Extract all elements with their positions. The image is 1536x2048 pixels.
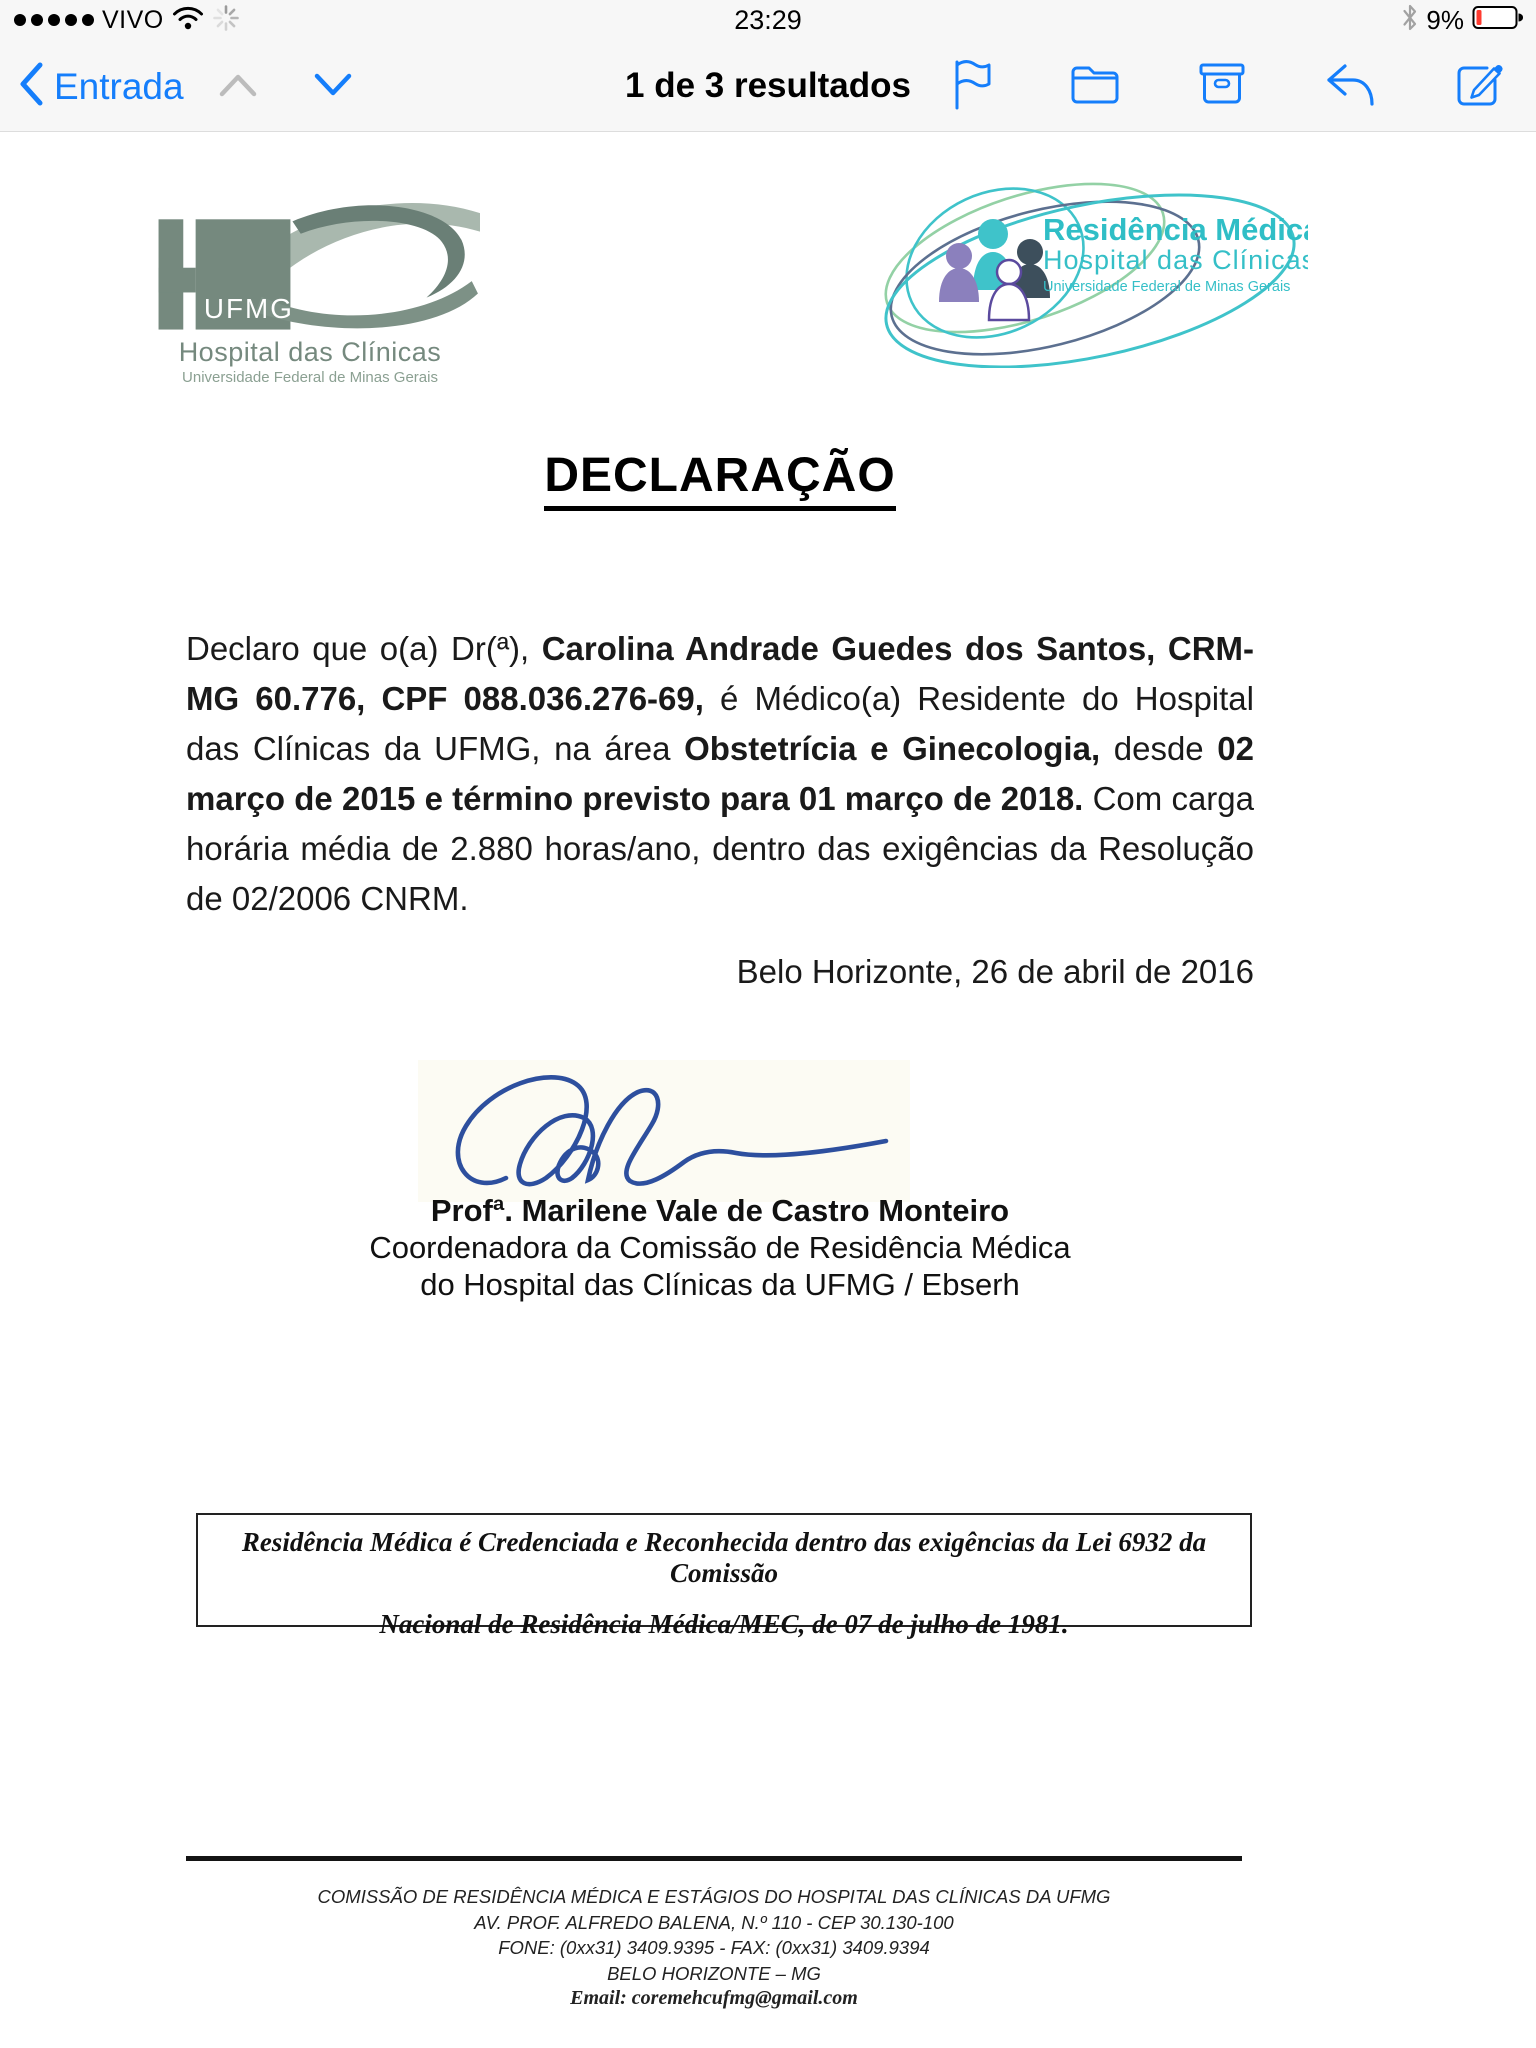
logo-right-title: Residência Médica bbox=[1043, 212, 1308, 247]
body-seg3: é Médico(a) Residente do Hospital das Clínicas da UFMG, na área bbox=[186, 680, 1254, 767]
carrier-label: VIVO bbox=[102, 5, 164, 34]
hc-ufmg-logo bbox=[140, 190, 480, 386]
declaration-paragraph bbox=[186, 624, 1254, 924]
compose-button[interactable] bbox=[1454, 59, 1504, 109]
logo-right-name: Hospital das Clínicas bbox=[1043, 245, 1308, 275]
note-line-2: Nacional de Residência Médica/MEC, de 07 de julho de 1981. bbox=[379, 1609, 1069, 1639]
people-figures-icon bbox=[939, 219, 1050, 320]
signer-role-2: do Hospital das Clínicas da UFMG / Ebserh bbox=[420, 1267, 1020, 1302]
search-results-counter: 1 de 3 resultados bbox=[625, 66, 911, 105]
signer-name: Profª. Marilene Vale de Castro Monteiro bbox=[430, 1193, 1010, 1228]
footer-city: BELO HORIZONTE – MG bbox=[607, 1962, 821, 1984]
folder-icon bbox=[1070, 63, 1120, 105]
footer-commission: COMISSÃO DE RESIDÊNCIA MÉDICA E ESTÁGIOS DO HOSPITAL DAS CLÍNICAS DA UFMG bbox=[317, 1886, 1111, 1907]
ufmg-acronym: UFMG bbox=[203, 293, 294, 325]
body-seg5: desde bbox=[1100, 730, 1218, 767]
footer-address: AV. PROF. ALFREDO BALENA, N.º 110 - CEP 30.130-100 bbox=[474, 1911, 954, 1933]
residency-period: 02 março de 2015 e término previsto para 01 março de 2018. bbox=[186, 730, 1254, 817]
footer-email: Email: coremehcufmg@gmail.com bbox=[570, 1987, 858, 2009]
document-footer bbox=[186, 1884, 1242, 2012]
body-seg1: Declaro que o(a) Dr(ª), bbox=[186, 630, 542, 667]
logo-left-name: Hospital das Clínicas bbox=[178, 337, 442, 367]
clock-label: 23:29 bbox=[734, 5, 802, 35]
signature bbox=[418, 1060, 910, 1202]
city-date-line: Belo Horizonte, 26 de abril de 2016 bbox=[736, 953, 1254, 990]
footer-phone-fax: FONE: (0xx31) 3409.9395 - FAX: (0xx31) 3409.9394 bbox=[498, 1937, 930, 1958]
accreditation-note-box bbox=[196, 1513, 1252, 1639]
bluetooth-icon bbox=[1402, 4, 1418, 36]
move-to-folder-button[interactable] bbox=[1070, 63, 1120, 105]
mail-toolbar bbox=[0, 40, 1536, 132]
note-line-1: Residência Médica é Credenciada e Reconhecida dentro das exigências da Lei 6932 da Comissão bbox=[241, 1527, 1207, 1588]
residencia-medica-logo bbox=[872, 168, 1308, 373]
back-button-label: Entrada bbox=[54, 65, 184, 107]
reply-icon bbox=[1324, 61, 1376, 107]
resident-name-crm-cpf: Carolina Andrade Guedes dos Santos, CRM-MG 60.776, CPF 088.036.276-69, bbox=[186, 630, 1255, 717]
status-bar bbox=[0, 0, 1536, 40]
footer-divider bbox=[186, 1856, 1242, 1861]
logo-right-subtitle: Universidade Federal de Minas Gerais bbox=[1043, 279, 1291, 295]
archive-icon bbox=[1198, 62, 1246, 106]
flag-button[interactable] bbox=[950, 58, 992, 110]
archive-button[interactable] bbox=[1198, 62, 1246, 106]
battery-icon bbox=[1472, 5, 1524, 35]
flag-icon bbox=[950, 58, 992, 110]
reply-button[interactable] bbox=[1324, 61, 1376, 107]
body-seg7: Com carga horária média de 2.880 horas/ano, dentro das exigências da Resolução de 02/2006 CNRM. bbox=[186, 780, 1254, 917]
signer-block bbox=[186, 1192, 1254, 1303]
document-title: DECLARAÇÃO bbox=[186, 448, 1254, 511]
signer-role-1: Coordenadora da Comissão de Residência Médica bbox=[369, 1230, 1071, 1265]
specialty: Obstetrícia e Ginecologia, bbox=[684, 730, 1101, 767]
compose-icon bbox=[1454, 59, 1504, 109]
battery-percent-label: 9% bbox=[1426, 4, 1464, 35]
logo-left-subtitle: Universidade Federal de Minas Gerais bbox=[182, 369, 438, 386]
